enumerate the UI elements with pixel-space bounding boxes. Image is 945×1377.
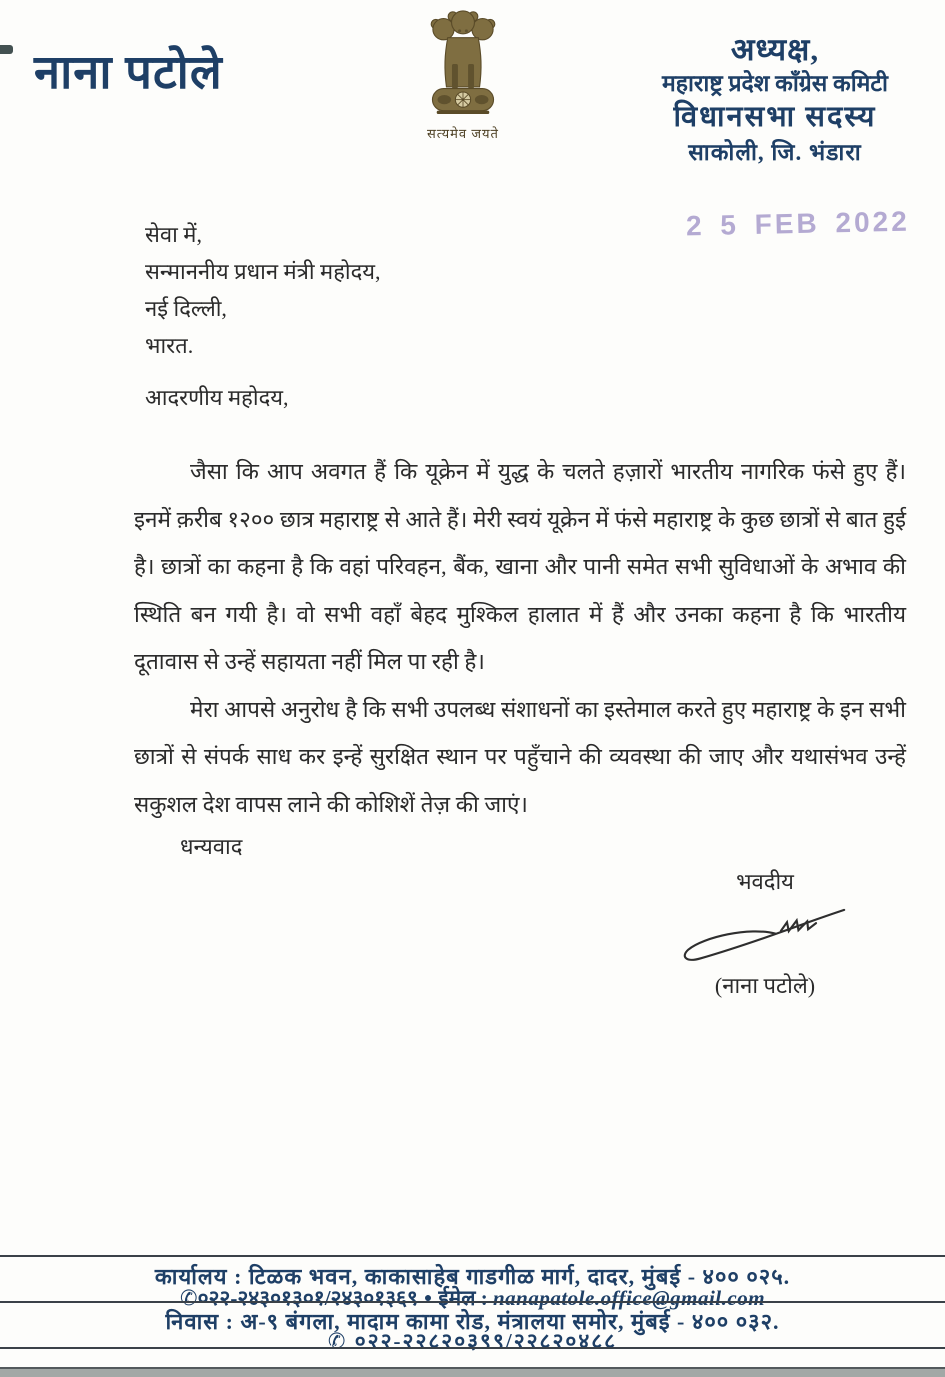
footer-residence-contact (0, 1327, 945, 1355)
date-received-stamp: 2 5 FEB 2022 (685, 205, 911, 242)
footer-email-address: nanapatole.office@gmail.com (492, 1286, 766, 1310)
salutation: आदरणीय महोदय, (145, 385, 289, 410)
letterhead-title-line: महाराष्ट्र प्रदेश काँग्रेस कमिटी (662, 70, 888, 96)
body-paragraph: जैसा कि आप अवगत हैं कि यूक्रेन में युद्ध के चलते हज़ारों भारतीय नागरिक फंसे हुए हैं। इनमें क़रीब १२०० छात्र महाराष्ट्र से आते हैं। मेरी स्वयं यूक्रेन में फंसे महाराष्ट्र के कुछ छात्रों से बात हुई है। छात्रों का कहना है कि वहां परिवहन, बैंक, खाना और पानी समेत सभी सुविधाओं के अभाव की स्थिति बन गयी है। वो सभी वहाँ बेहद मुश्किल हालात में हैं और उनका कहना है कि भारतीय दूतावास से उन्हें सहायता नहीं मिल पा रही है। (134, 459, 906, 674)
footer-divider (0, 1301, 945, 1303)
phone-icon: ✆ (179, 1286, 198, 1310)
scan-bottom-edge (0, 1367, 945, 1377)
letterhead-sender-name: नाना पटोले (34, 47, 223, 99)
letterhead-title-line: साकोली, जि. भंडारा (688, 140, 862, 166)
bullet-separator: ● (423, 1291, 433, 1306)
scan-edge-artifact (0, 45, 13, 54)
recipient-line: सन्माननीय प्रधान मंत्री महोदय, (145, 259, 381, 284)
footer-residence-phone: ०२२-२२८२०३९९/२२८२०४८८ (354, 1329, 618, 1353)
closing-block (630, 866, 900, 1000)
recipient-address-block (145, 216, 381, 364)
recipient-line: नई दिल्ली, (145, 296, 227, 321)
body-paragraph: मेरा आपसे अनुरोध है कि सभी उपलब्ध संशाधनों का इस्तेमाल करते हुए महाराष्ट्र के इन सभी छात्रों से संपर्क साध कर इन्हें सुरक्षित स्थान पर पहुँचाने की व्यवस्था की जाए और यथासंभव उन्हें सकुशल देश वापस लाने की कोशिशें तेज़ की जाएं। (134, 696, 906, 817)
signature-icon (670, 902, 860, 968)
recipient-line: सेवा में, (145, 222, 202, 247)
footer-office-phone: ०२२-२४३०१३०१/२४३०१३६९ (197, 1286, 418, 1310)
footer-office-address: कार्यालय : टिळक भवन, काकासाहेब गाडगीळ मार्ग, दादर, मुंबई - ४०० ०२५. (154, 1264, 791, 1289)
recipient-line: भारत. (145, 333, 194, 358)
phone-icon: ✆ (327, 1329, 348, 1353)
footer-email-label: ईमेल : (438, 1286, 488, 1310)
signatory-name: (नाना पटोले) (714, 973, 816, 998)
letterhead-title-line: अध्यक्ष, (730, 32, 820, 67)
ashoka-lion-capital-icon (408, 8, 518, 120)
footer-divider (0, 1255, 945, 1257)
letterhead-title-block (615, 32, 935, 167)
emblem-motto: सत्यमेव जयते (427, 126, 499, 141)
letter-body (134, 448, 906, 828)
national-emblem (408, 8, 518, 142)
letterhead-title-line: विधानसभा सदस्य (673, 101, 877, 134)
thanks-line: धन्यवाद (180, 834, 243, 859)
valediction: भवदीय (736, 869, 794, 894)
footer-residence-address: निवास : अ-९ बंगला, मादाम कामा रोड, मंत्रालया समोर, मुंबई - ४०० ०३२. (165, 1309, 780, 1334)
footer-divider (0, 1347, 945, 1349)
